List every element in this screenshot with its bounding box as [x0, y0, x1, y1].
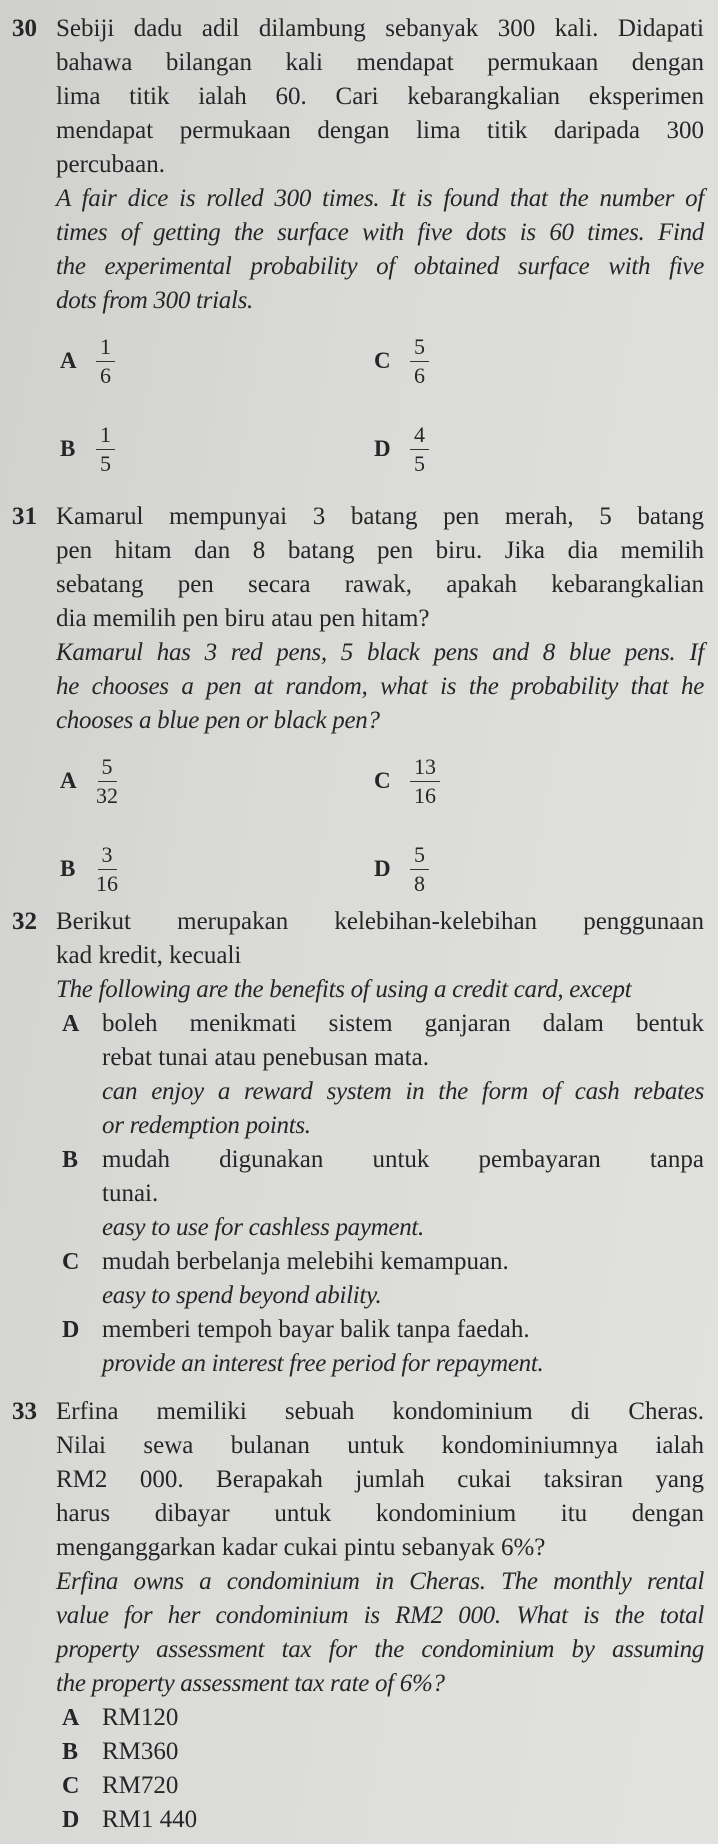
question-text-english: Erfina owns a condominium in Cheras. The monthly rental: [56, 1568, 704, 1595]
question-text-malay: lima titik ialah 60. Cari kebarangkalian eksperimen: [56, 83, 704, 110]
option-letter: C: [62, 1249, 80, 1275]
question-text-malay: Nilai sewa bulanan untuk kondominiumnya ialah: [56, 1432, 704, 1459]
option-text: [102, 1143, 704, 1245]
option-letter: C: [374, 768, 391, 793]
fraction-denominator: 8: [414, 870, 425, 896]
option-letter: B: [62, 1147, 79, 1173]
option-text-malay: mudah digunakan untuk pembayaran tanpa: [102, 1146, 704, 1173]
options-row: [56, 414, 704, 494]
question-text-malay: RM2 000. Berapakah jumlah cukai taksiran yang: [56, 1466, 704, 1493]
question-text-english: the experimental probability of obtained surface with five: [56, 253, 704, 280]
question-text-english: dots from 300 trials.: [56, 287, 253, 314]
option-text-english: or redemption points.: [102, 1112, 311, 1139]
option-text-malay: RM120: [102, 1704, 179, 1731]
question-text-english: A fair dice is rolled 300 times. It is found that the number of: [56, 185, 704, 212]
question-text-english: property assessment tax for the condominium by assuming: [56, 1636, 704, 1663]
question-number: 31: [12, 503, 37, 530]
option-c[interactable]: [62, 1245, 704, 1313]
option-text-malay: boleh menikmati sistem ganjaran dalam bentuk: [102, 1010, 704, 1037]
question-text-english: value for her condominium is RM2 000. What is the total: [56, 1602, 704, 1629]
question-text-malay: Berikut merupakan kelebihan-kelebihan penggunaan: [56, 908, 704, 935]
option-text: [102, 1007, 704, 1143]
fraction-denominator: 6: [414, 362, 425, 388]
option-text-malay: RM1 440: [102, 1806, 198, 1833]
option-c[interactable]: [374, 746, 440, 816]
option-d[interactable]: [374, 834, 429, 904]
option-text-malay: rebat tunai atau penebusan mata.: [102, 1044, 429, 1071]
question-30: [0, 12, 718, 494]
option-letter: C: [374, 348, 391, 373]
fraction: [410, 333, 429, 390]
options-row: [56, 834, 704, 914]
fraction: [410, 753, 440, 810]
fraction: [410, 841, 429, 898]
question-32: [0, 905, 718, 1381]
option-text-malay: RM720: [102, 1772, 179, 1799]
fraction: [96, 753, 118, 810]
option-text: [102, 1701, 704, 1735]
option-text-english: can enjoy a reward system in the form of cash rebates: [102, 1078, 704, 1105]
question-number: 33: [12, 1398, 37, 1425]
option-letter: D: [62, 1317, 80, 1343]
fraction-denominator: 32: [96, 782, 118, 808]
question-text-english: the property assessment tax rate of 6%?: [56, 1670, 445, 1697]
option-b[interactable]: [60, 414, 115, 484]
question-text-malay: pen hitam dan 8 batang pen biru. Jika dia memilih: [56, 537, 704, 564]
option-text-malay: mudah berbelanja melebihi kemampuan.: [102, 1248, 509, 1275]
option-b[interactable]: [62, 1143, 704, 1245]
question-text-malay: bahawa bilangan kali mendapat permukaan dengan: [56, 49, 704, 76]
option-c[interactable]: [62, 1769, 704, 1803]
option-text: [102, 1803, 704, 1837]
question-text-malay: Kamarul mempunyai 3 batang pen merah, 5 batang: [56, 503, 704, 530]
fraction: [96, 421, 115, 478]
fraction-numerator: 5: [410, 333, 429, 362]
question-body: [56, 12, 704, 494]
option-letter: B: [60, 856, 76, 881]
question-31: [0, 500, 718, 914]
option-text-english: easy to spend beyond ability.: [102, 1282, 382, 1309]
option-b[interactable]: [60, 834, 118, 904]
fraction-denominator: 16: [96, 870, 118, 896]
question-text-malay: kad kredit, kecuali: [56, 942, 242, 969]
option-a[interactable]: [62, 1007, 704, 1143]
options-row: [56, 746, 704, 826]
question-text-malay: Sebiji dadu adil dilambung sebanyak 300 kali. Didapati: [56, 15, 704, 42]
option-letter: B: [62, 1739, 79, 1765]
option-letter: D: [62, 1807, 80, 1833]
question-body: [56, 500, 704, 914]
option-letter: A: [62, 1011, 80, 1037]
question-text-malay: percubaan.: [56, 151, 165, 178]
option-d[interactable]: [62, 1803, 704, 1837]
option-letter: C: [62, 1773, 80, 1799]
option-text-malay: RM360: [102, 1738, 179, 1765]
fraction-denominator: 5: [100, 450, 111, 476]
question-text-malay: harus dibayar untuk kondominium itu dengan: [56, 1500, 704, 1527]
fraction-numerator: 1: [96, 333, 115, 362]
option-letter: A: [60, 768, 77, 793]
option-a[interactable]: [60, 326, 115, 396]
question-text-malay: Erfina memiliki sebuah kondominium di Cheras.: [56, 1398, 704, 1425]
fraction: [96, 333, 115, 390]
question-text-english: chooses a blue pen or black pen?: [56, 707, 380, 734]
question-number: 32: [12, 908, 37, 935]
option-text-malay: memberi tempoh bayar balik tanpa faedah.: [102, 1316, 530, 1343]
fraction-denominator: 6: [100, 362, 111, 388]
option-a[interactable]: [60, 746, 118, 816]
option-d[interactable]: [374, 414, 429, 484]
fraction-numerator: 5: [98, 753, 117, 782]
option-letter: B: [60, 436, 76, 461]
option-letter: A: [60, 348, 77, 373]
fraction-numerator: 4: [410, 421, 429, 450]
fraction: [96, 841, 118, 898]
option-letter: D: [374, 436, 391, 461]
fraction-numerator: 13: [410, 753, 440, 782]
options-row: [56, 326, 704, 406]
option-c[interactable]: [374, 326, 429, 396]
option-text-english: easy to use for cashless payment.: [102, 1214, 424, 1241]
option-b[interactable]: [62, 1735, 704, 1769]
question-body: [56, 905, 704, 1381]
question-text-malay: sebatang pen secara rawak, apakah kebarangkalian: [56, 571, 704, 598]
question-text-malay: mendapat permukaan dengan lima titik daripada 300: [56, 117, 704, 144]
question-33: [0, 1395, 718, 1837]
option-letter: A: [62, 1705, 80, 1731]
question-number: 30: [12, 15, 37, 42]
question-text-english: Kamarul has 3 red pens, 5 black pens and 8 blue pens. If: [56, 639, 704, 666]
option-text-malay: tunai.: [102, 1180, 159, 1207]
question-text-english: times of getting the surface with five dots is 60 times. Find: [56, 219, 704, 246]
option-d[interactable]: [62, 1313, 704, 1381]
fraction-denominator: 16: [414, 782, 436, 808]
fraction-denominator: 5: [414, 450, 425, 476]
question-text-english: he chooses a pen at random, what is the probability that he: [56, 673, 704, 700]
option-a[interactable]: [62, 1701, 704, 1735]
fraction-numerator: 1: [96, 421, 115, 450]
fraction-numerator: 5: [410, 841, 429, 870]
question-text-malay: dia memilih pen biru atau pen hitam?: [56, 605, 430, 632]
question-body: [56, 1395, 704, 1837]
option-text: [102, 1245, 704, 1313]
option-text: [102, 1769, 704, 1803]
option-letter: D: [374, 856, 391, 881]
fraction: [410, 421, 429, 478]
option-text: [102, 1313, 704, 1381]
fraction-numerator: 3: [98, 841, 117, 870]
option-text: [102, 1735, 704, 1769]
option-text-english: provide an interest free period for repayment.: [102, 1350, 544, 1377]
question-text-english: The following are the benefits of using a credit card, except: [56, 976, 632, 1003]
question-text-malay: menganggarkan kadar cukai pintu sebanyak 6%?: [56, 1534, 546, 1561]
